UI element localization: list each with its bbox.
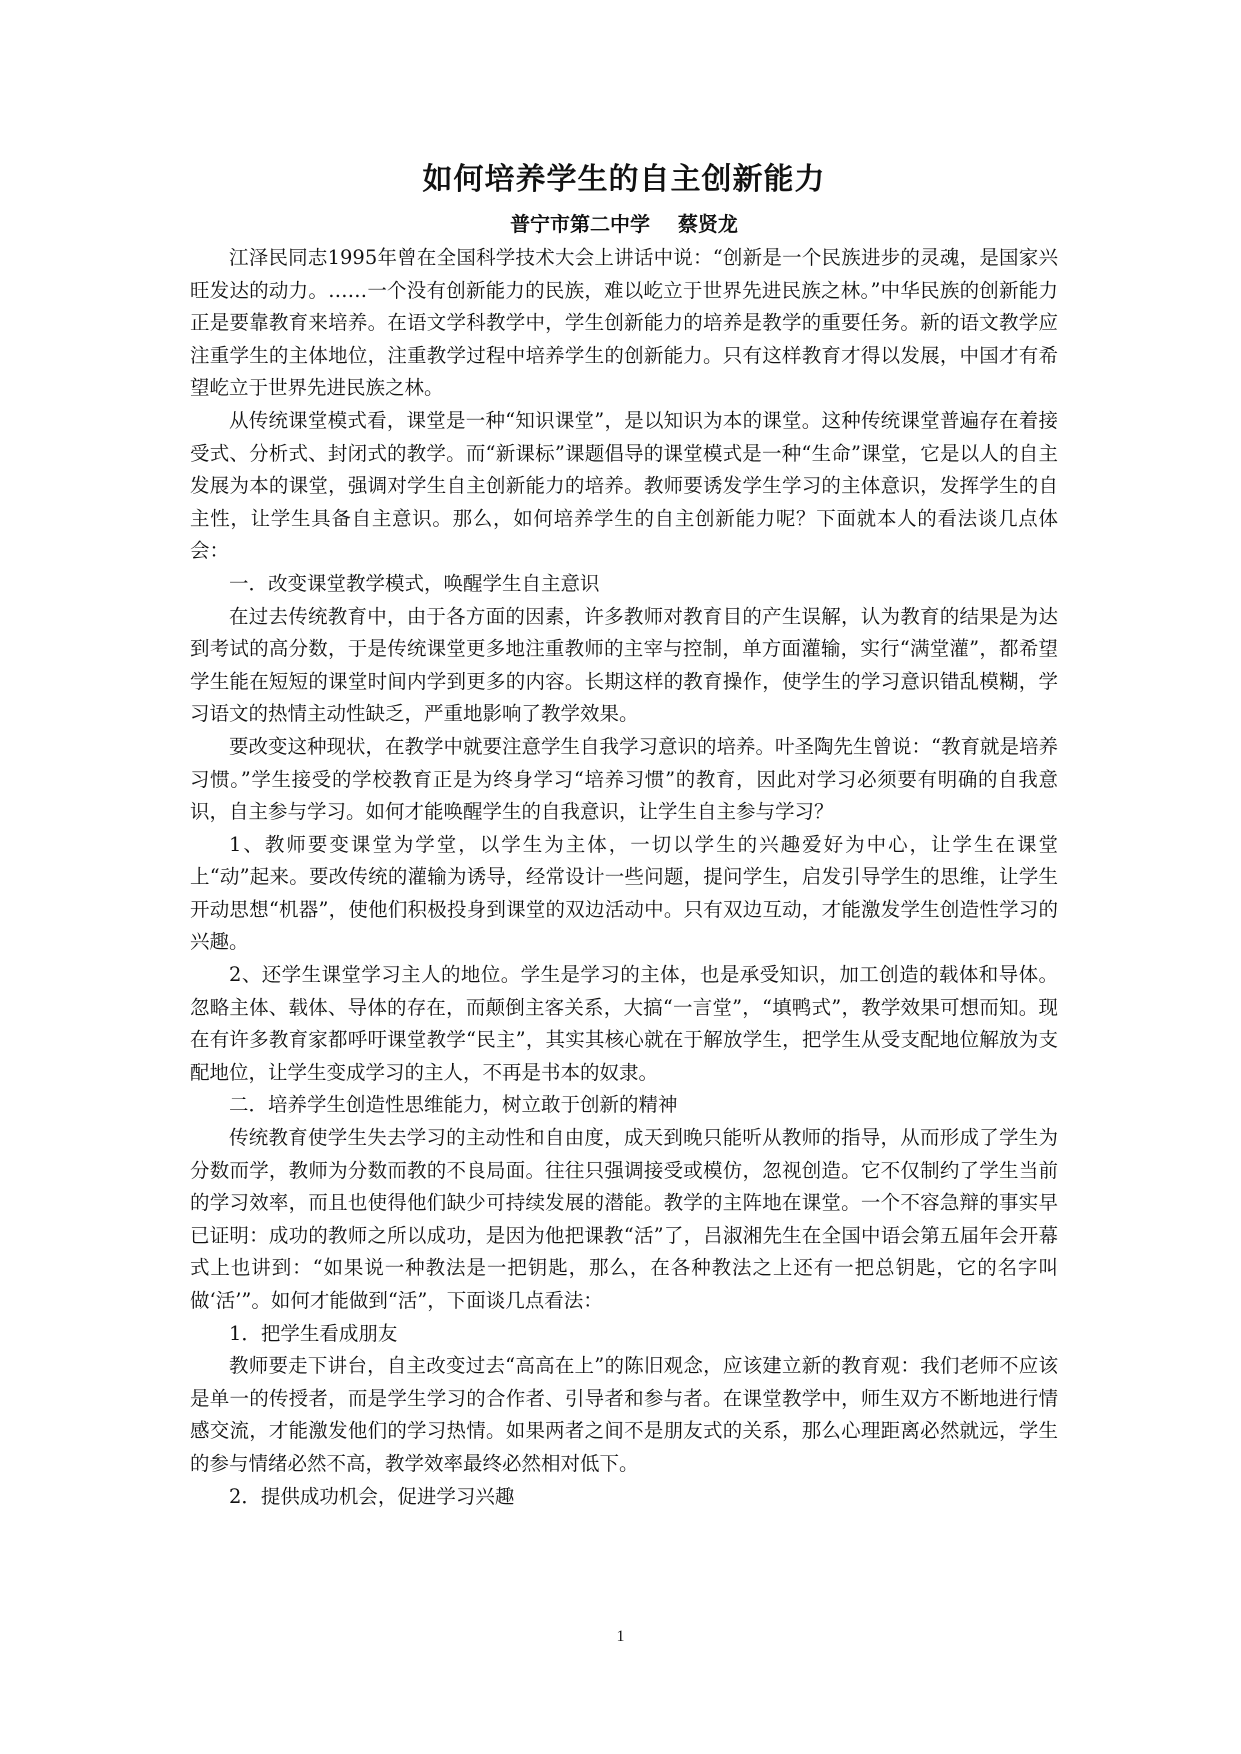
paragraph: 在过去传统教育中，由于各方面的因素，许多教师对教育目的产生误解，认为教育的结果是为达到考试的高分数，于是传统课堂更多地注重教师的主宰与控制，单方面灌输，实行“满堂灌”，都希望学生能在短短的课堂时间内学到更多的内容。长期这样的教育操作，使学生的学习意识错乱模糊，学习语文的热情主动性缺乏，严重地影响了教学效果。 (190, 604, 1058, 726)
page-number: 1 (616, 1628, 625, 1645)
subsection-heading: 1．把学生看成朋友 (229, 1321, 398, 1345)
document-title: 如何培养学生的自主创新能力 (422, 162, 826, 197)
paragraph: 传统教育使学生失去学习的主动性和自由度，成天到晚只能听从教师的指导，从而形成了学生为分数而学，教师为分数而教的不良局面。往往只强调接受或模仿，忽视创造。它不仅制约了学生当前的学习效率，而且也使得他们缺少可持续发展的潜能。教学的主阵地在课堂。一个不容急辩的事实早已证明：成功的教师之所以成功，是因为他把课教“活”了，吕淑湘先生在全国中语会第五届年会开幕式上也讲到：“如果说一种教法是一把钥匙，那么，在各种教法之上还有一把总钥匙，它的名字叫做‘活’”。如何才能做到“活”，下面谈几点看法： (190, 1126, 1058, 1312)
paragraph: 要改变这种现状，在教学中就要注意学生自我学习意识的培养。叶圣陶先生曾说：“教育就是培养习惯。”学生接受的学校教育正是为终身学习“培养习惯”的教育，因此对学习必须要有明确的自我意识，自主参与学习。如何才能唤醒学生的自我意识，让学生自主参与学习？ (190, 734, 1058, 824)
subsection-heading: 2．提供成功机会，促进学习兴趣 (229, 1484, 515, 1508)
author-line: 普宁市第二中学 蔡贤龙 (510, 212, 738, 236)
section-heading: 一．改变课堂教学模式，唤醒学生自主意识 (229, 571, 600, 595)
paragraph: 2、还学生课堂学习主人的地位。学生是学习的主体，也是承受知识，加工创造的载体和导体。忽略主体、载体、导体的存在，而颠倒主客关系，大搞“一言堂”，“填鸭式”，教学效果可想而知。现在有许多教育家都呼吁课堂教学“民主”，其实其核心就在于解放学生，把学生从受支配地位解放为支配地位，让学生变成学习的主人，不再是书本的奴隶。 (190, 963, 1058, 1084)
paragraph: 江泽民同志1995年曾在全国科学技术大会上讲话中说：“创新是一个民族进步的灵魂，是国家兴旺发达的动力。……一个没有创新能力的民族，难以屹立于世界先进民族之林。”中华民族的创新能力正是要靠教育来培养。在语文学科教学中，学生创新能力的培养是教学的重要任务。新的语文教学应注重学生的主体地位，注重教学过程中培养学生的创新能力。只有这样教育才得以发展，中国才有希望屹立于世界先进民族之林。 (190, 246, 1058, 400)
paragraph: 1、教师要变课堂为学堂，以学生为主体，一切以学生的兴趣爱好为中心，让学生在课堂上“动”起来。要改传统的灌输为诱导，经常设计一些问题，提问学生，启发引导学生的思维，让学生开动思想“机器”，使他们积极投身到课堂的双边活动中。只有双边互动，才能激发学生创造性学习的兴趣。 (190, 832, 1058, 954)
paragraph: 教师要走下讲台，自主改变过去“高高在上”的陈旧观念，应该建立新的教育观：我们老师不应该是单一的传授者，而是学生学习的合作者、引导者和参与者。在课堂教学中，师生双方不断地进行情感交流，才能激发他们的学习热情。如果两者之间不是朋友式的关系，那么心理距离必然就远，学生的参与情绪必然不高，教学效率最终必然相对低下。 (190, 1354, 1058, 1475)
document-page (190, 140, 1058, 1513)
section-heading: 二．培养学生创造性思维能力，树立敢于创新的精神 (229, 1093, 678, 1117)
paragraph: 从传统课堂模式看，课堂是一种“知识课堂”，是以知识为本的课堂。这种传统课堂普遍存在着接受式、分析式、封闭式的教学。而“新课标”课题倡导的课堂模式是一种“生命”课堂，它是以人的自主发展为本的课堂，强调对学生自主创新能力的培养。教师要诱发学生学习的主体意识，发挥学生的自主性，让学生具备自主意识。那么，如何培养学生的自主创新能力呢？下面就本人的看法谈几点体会： (190, 408, 1058, 563)
